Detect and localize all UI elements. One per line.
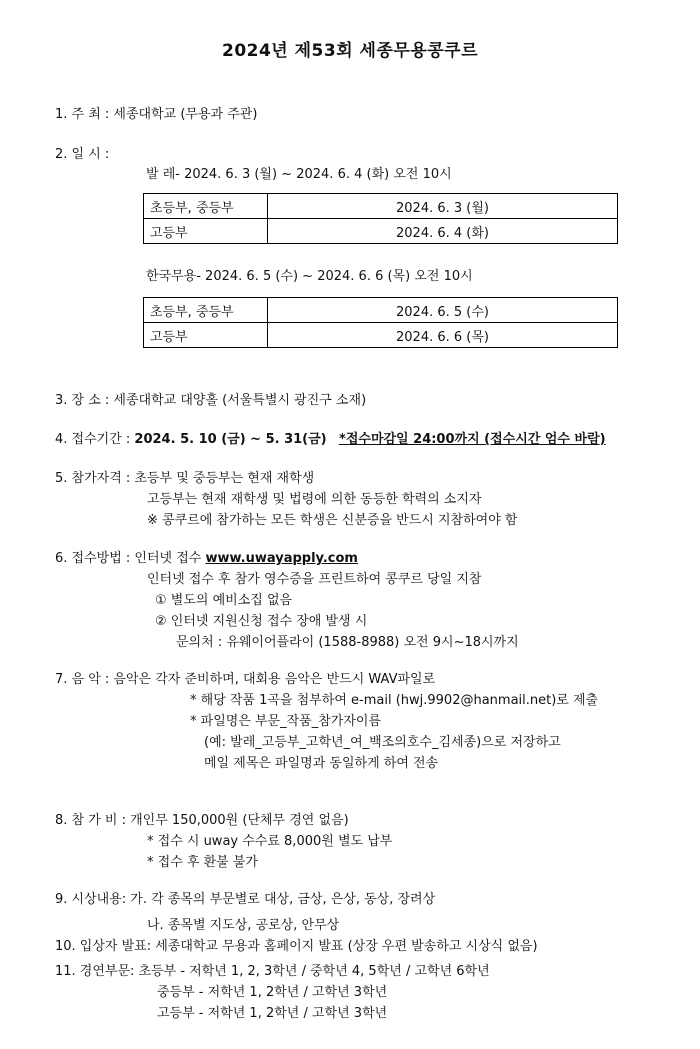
section-eligibility: 5. 참가자격 : 초등부 및 중등부는 현재 재학생 — [55, 471, 315, 486]
eligibility-high-school: 고등부는 현재 재학생 및 법령에 의한 동등한 학력의 소지자 — [147, 492, 482, 507]
table-cell-date: 2024. 6. 6 (목) — [268, 323, 618, 348]
table-cell-group: 고등부 — [144, 219, 268, 244]
section-fee: 8. 참 가 비 : 개인무 150,000원 (단체무 경연 없음) — [55, 813, 349, 828]
section-divisions: 11. 경연부문: 초등부 - 저학년 1, 2, 3학년 / 중학년 4, 5학년 / 고학년 6학년 — [55, 964, 490, 979]
ballet-schedule: 발 레- 2024. 6. 3 (월) ~ 2024. 6. 4 (화) 오전 10시 — [146, 167, 452, 182]
registration-contact: 문의처 : 유웨이어플라이 (1588-8988) 오전 9시~18시까지 — [176, 635, 519, 650]
eligibility-id-note: ※ 콩쿠르에 참가하는 모든 학생은 신분증을 반드시 지참하여야 함 — [147, 513, 518, 528]
section-awards: 9. 시상내용: 가. 각 종목의 부문별로 대상, 금상, 은상, 동상, 장려상 — [55, 892, 436, 907]
korean-dance-schedule: 한국무용- 2024. 6. 5 (수) ~ 2024. 6. 6 (목) 오전 10시 — [146, 269, 473, 284]
table-cell-group: 초등부, 중등부 — [144, 298, 268, 323]
registration-url-link[interactable]: www.uwayapply.com — [205, 551, 358, 566]
section-registration-method — [55, 550, 358, 568]
music-email-note: * 해당 작품 1곡을 첨부하여 e-mail (hwj.9902@hanmail.net)로 제출 — [190, 693, 599, 708]
registration-receipt-note: 인터넷 접수 후 참가 영수증을 프린트하여 콩쿠르 당일 지참 — [147, 572, 482, 587]
section-music: 7. 음 악 : 음악은 각자 준비하며, 대회용 음악은 반드시 WAV파일로 — [55, 672, 436, 687]
section-host: 1. 주 최 : 세종대학교 (무용과 주관) — [55, 107, 258, 122]
table-cell-date: 2024. 6. 3 (월) — [268, 194, 618, 219]
section-schedule-label: 2. 일 시 : — [55, 147, 110, 162]
table-row — [144, 298, 618, 323]
section-venue: 3. 장 소 : 세종대학교 대양홀 (서울특별시 광진구 소재) — [55, 393, 367, 408]
table-row — [144, 194, 618, 219]
music-filename-example: (예: 발레_고등부_고학년_여_백조의호수_김세종)으로 저장하고 — [204, 735, 561, 750]
registration-dates: 2024. 5. 10 (금) ~ 5. 31(금) — [134, 432, 327, 447]
table-cell-group: 고등부 — [144, 323, 268, 348]
fee-refund-note: * 접수 후 환불 불가 — [147, 855, 258, 870]
fee-uway-note: * 접수 시 uway 수수료 8,000원 별도 납부 — [147, 834, 393, 849]
table-row — [144, 219, 618, 244]
table-cell-date: 2024. 6. 4 (화) — [268, 219, 618, 244]
music-filename-note: * 파일명은 부문_작품_참가자이름 — [190, 714, 382, 729]
registration-note-2: ② 인터넷 지원신청 접수 장애 발생 시 — [155, 614, 368, 629]
registration-deadline-note: *접수마감일 24:00까지 (접수시간 엄수 바람) — [339, 432, 606, 447]
awards-special: 나. 종목별 지도상, 공로상, 안무상 — [147, 918, 340, 933]
korean-dance-schedule-table — [143, 297, 618, 348]
registration-note-1: ① 별도의 예비소집 없음 — [155, 593, 293, 608]
division-high-school: 고등부 - 저학년 1, 2학년 / 고학년 3학년 — [157, 1006, 388, 1021]
section-registration-period — [55, 431, 606, 449]
division-middle-school: 중등부 - 저학년 1, 2학년 / 고학년 3학년 — [157, 985, 388, 1000]
page-title: 2024년 제53회 세종무용콩쿠르 — [221, 41, 479, 61]
music-email-subject-note: 메일 제목은 파일명과 동일하게 하여 전송 — [204, 756, 439, 771]
registration-method-label: 6. 접수방법 : 인터넷 접수 — [55, 551, 206, 566]
registration-label: 4. 접수기간 : — [55, 432, 135, 447]
table-row — [144, 323, 618, 348]
table-cell-date: 2024. 6. 5 (수) — [268, 298, 618, 323]
table-cell-group: 초등부, 중등부 — [144, 194, 268, 219]
ballet-schedule-table — [143, 193, 618, 244]
section-announcement: 10. 입상자 발표: 세종대학교 무용과 홈페이지 발표 (상장 우편 발송하고 시상식 없음) — [55, 939, 538, 954]
